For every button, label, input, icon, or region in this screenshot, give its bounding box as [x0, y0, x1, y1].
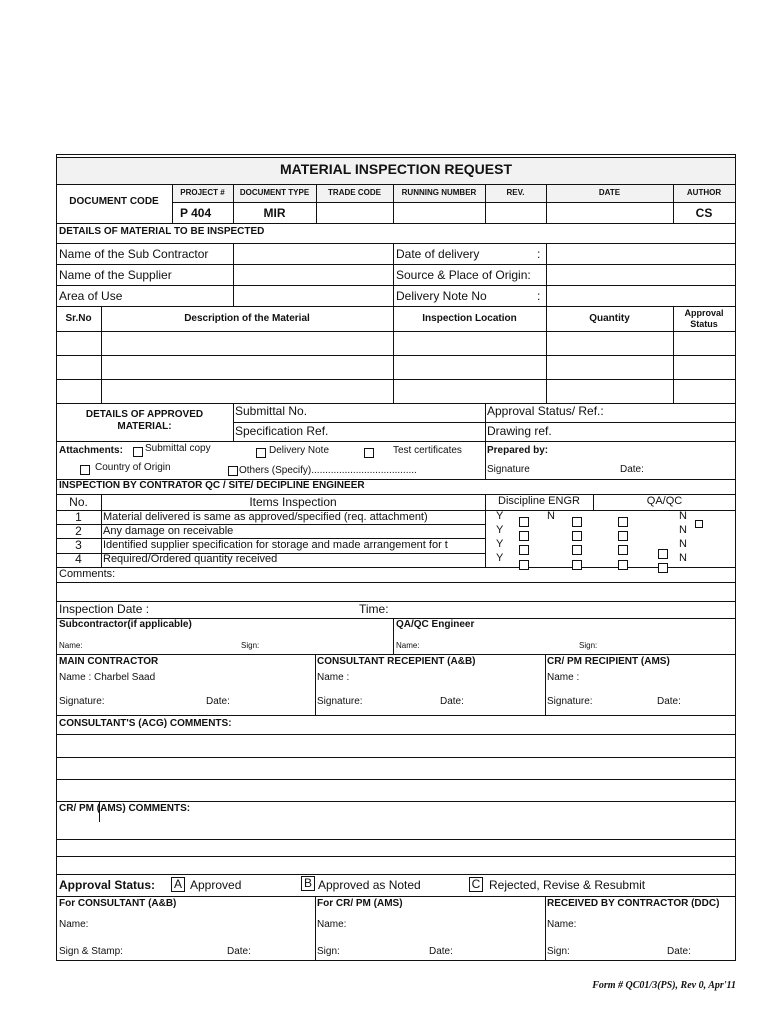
received-by-contractor-label: RECEIVED BY CONTRACTOR (DDC)	[547, 898, 720, 909]
submittal-no-label: Submittal No.	[235, 404, 308, 418]
item2-discipline-yes-box[interactable]	[519, 531, 529, 541]
item4-qaqc-yes-box[interactable]	[618, 560, 628, 570]
country-of-origin-checkbox[interactable]	[80, 465, 90, 475]
specification-ref-label: Specification Ref.	[235, 424, 329, 438]
subcontractor-label: Subcontractor(if applicable)	[59, 619, 192, 630]
approval-b-label: Approved as Noted	[318, 878, 421, 892]
delivery-note-colon: :	[537, 289, 541, 303]
received-by-date: Date:	[667, 946, 691, 957]
for-consultant-label: For CONSULTANT (A&B)	[59, 898, 177, 909]
date-of-delivery-label: Date of delivery	[396, 247, 480, 261]
item3-qaqc-no-box[interactable]	[658, 549, 668, 559]
supplier-label: Name of the Supplier	[59, 268, 172, 282]
prepared-signature-label: Signature	[487, 464, 530, 475]
qaqc-header: QA/QC	[646, 495, 683, 507]
delivery-note-checkbox[interactable]	[256, 448, 266, 458]
source-place-field[interactable]	[547, 265, 735, 285]
attachments-label: Attachments:	[59, 445, 123, 456]
item3-discipline-no-box[interactable]	[572, 545, 582, 555]
approved-material-label-1: DETAILS OF APPROVED	[85, 409, 204, 420]
received-by-sign: Sign:	[547, 946, 570, 957]
area-of-use-label: Area of Use	[59, 289, 123, 303]
item1-qaqc-no-box[interactable]	[695, 520, 703, 528]
col-project: PROJECT #	[180, 188, 225, 197]
item2-discipline-no-box[interactable]	[572, 531, 582, 541]
main-contractor-name: Name : Charbel Saad	[59, 672, 156, 683]
test-certificates-checkbox[interactable]	[364, 448, 374, 458]
consultant-recipient-label: CONSULTANT RECEPIENT (A&B)	[317, 656, 476, 667]
main-contractor-date-label: Date:	[206, 696, 230, 707]
approval-c-label: Rejected, Revise & Resubmit	[489, 878, 646, 892]
qaqc-no-1: N	[679, 510, 687, 522]
prepared-date-label: Date:	[620, 464, 644, 475]
received-by-name: Name:	[547, 919, 577, 930]
approval-status-label: Approval Status:	[59, 878, 156, 892]
delivery-note-field[interactable]	[547, 286, 735, 306]
item-text-3: Identified supplier specification for storage and made arrangement for t	[103, 539, 448, 551]
item4-qaqc-no-box[interactable]	[658, 563, 668, 573]
col-author: AUTHOR	[686, 188, 722, 197]
comments-label: Comments:	[59, 568, 116, 580]
for-cr-pm-sign: Sign:	[317, 946, 340, 957]
approval-c-box[interactable]: C	[469, 877, 483, 892]
doc-type-value[interactable]: MIR	[263, 206, 286, 220]
qaqc-engineer-label: QA/QC Engineer	[396, 619, 475, 630]
test-certificates-label: Test certificates	[393, 445, 462, 456]
form-frame	[56, 154, 736, 962]
others-checkbox[interactable]	[228, 466, 238, 476]
approval-a-box[interactable]: A	[171, 877, 185, 892]
item-no-3: 3	[75, 538, 82, 552]
item3-qaqc-yes-box[interactable]	[618, 545, 628, 555]
discipline-yes-2: Y	[496, 524, 504, 536]
item2-qaqc-yes-box[interactable]	[618, 531, 628, 541]
col-running-number: RUNNING NUMBER	[401, 188, 477, 197]
approval-header-2: Status	[690, 319, 718, 329]
consultant-recipient-name: Name :	[317, 672, 350, 683]
item3-discipline-yes-box[interactable]	[519, 545, 529, 555]
main-contractor-signature-label: Signature:	[59, 696, 105, 707]
delivery-date-colon: :	[537, 247, 541, 261]
for-cr-pm-name: Name:	[317, 919, 347, 930]
sub-contractor-field[interactable]	[234, 244, 392, 264]
consultant-comments-label: CONSULTANT'S (ACG) COMMENTS:	[59, 718, 232, 729]
prepared-by-label: Prepared by:	[487, 445, 549, 456]
items-inspection-header: Items Inspection	[249, 495, 337, 509]
cr-pm-recipient-name: Name :	[547, 672, 580, 683]
item1-discipline-yes-box[interactable]	[519, 517, 529, 527]
others-label: Others (Specify)......................................	[239, 465, 417, 476]
for-consultant-name: Name:	[59, 919, 89, 930]
for-cr-pm-label: For CR/ PM (AMS)	[317, 898, 403, 909]
consultant-recipient-date-label: Date:	[440, 696, 464, 707]
supplier-field[interactable]	[234, 265, 392, 285]
qaqc-sign-label: Sign:	[579, 641, 598, 650]
item-no-4: 4	[75, 552, 82, 566]
area-of-use-field[interactable]	[234, 286, 392, 306]
inspection-section-title: INSPECTION BY CONTRATOR QC / SITE/ DECIPLINE ENGINEER	[59, 480, 365, 491]
quantity-header: Quantity	[589, 313, 630, 324]
col-rev: REV.	[506, 188, 525, 197]
col-doc-type: DOCUMENT TYPE	[239, 188, 310, 197]
qaqc-name-label: Name:	[396, 641, 420, 650]
project-value[interactable]: P 404	[180, 206, 212, 220]
for-consultant-date: Date:	[227, 946, 251, 957]
col-trade-code: TRADE CODE	[328, 188, 381, 197]
item1-qaqc-yes-box[interactable]	[618, 517, 628, 527]
location-header: Inspection Location	[422, 313, 517, 324]
material-details-title: DETAILS OF MATERIAL TO BE INSPECTED	[59, 226, 265, 237]
form-title: MATERIAL INSPECTION REQUEST	[279, 161, 513, 177]
item-text-4: Required/Ordered quantity received	[103, 553, 278, 565]
discipline-yes-1: Y	[496, 510, 504, 522]
submittal-copy-checkbox[interactable]	[133, 447, 143, 457]
delivery-note-label: Delivery Note No	[396, 289, 487, 303]
description-header: Description of the Material	[184, 313, 310, 324]
item4-discipline-yes-box[interactable]	[519, 560, 529, 570]
submittal-copy-label: Submittal copy	[145, 443, 211, 454]
author-value[interactable]: CS	[695, 206, 713, 220]
discipline-yes-3: Y	[496, 538, 504, 550]
qaqc-no-3: N	[679, 538, 687, 550]
approval-a-label: Approved	[190, 878, 242, 892]
sub-contractor-label: Name of the Sub Contractor	[59, 247, 209, 261]
qaqc-no-2: N	[679, 524, 687, 536]
item-text-2: Any damage on receivable	[103, 525, 234, 537]
form-footer: Form # QC01/3(PS), Rev 0, Apr'11	[592, 980, 736, 991]
source-place-label: Source & Place of Origin:	[396, 268, 531, 282]
item-text-1: Material delivered is same as approved/specified (req. attachment)	[103, 511, 428, 523]
approval-header-1: Approval	[684, 308, 724, 318]
discipline-engr-header: Discipline ENGR	[498, 495, 580, 507]
no-header: No.	[69, 495, 88, 509]
item-no-1: 1	[75, 510, 82, 524]
consultant-recipient-signature-label: Signature:	[317, 696, 363, 707]
for-consultant-sign-stamp: Sign & Stamp:	[59, 946, 123, 957]
delivery-note-attach-label: Delivery Note	[269, 445, 330, 456]
drawing-ref-label: Drawing ref.	[487, 424, 552, 438]
inspection-time-label: Time:	[359, 602, 389, 616]
subcontractor-sign-label: Sign:	[241, 641, 260, 650]
item4-discipline-no-box[interactable]	[572, 560, 582, 570]
main-contractor-label: MAIN CONTRACTOR	[59, 656, 159, 667]
sr-no-header: Sr.No	[65, 313, 92, 324]
subcontractor-name-label: Name:	[59, 641, 83, 650]
country-of-origin-label: Country of Origin	[95, 462, 171, 473]
item-no-2: 2	[75, 524, 82, 538]
cr-pm-recipient-label: CR/ PM RECIPIENT (AMS)	[547, 656, 670, 667]
approval-b-box[interactable]: B	[301, 876, 315, 891]
for-cr-pm-date: Date:	[429, 946, 453, 957]
discipline-yes-4: Y	[496, 552, 504, 564]
cr-pm-comments-label: CR/ PM (AMS) COMMENTS:	[59, 803, 191, 814]
approved-material-label-2: MATERIAL:	[117, 421, 172, 432]
approval-status-ref-label: Approval Status/ Ref.:	[487, 404, 604, 418]
document-code-label: DOCUMENT CODE	[69, 196, 159, 207]
cr-pm-date-label: Date:	[657, 696, 681, 707]
qaqc-no-4: N	[679, 552, 687, 564]
cr-pm-signature-label: Signature:	[547, 696, 593, 707]
date-of-delivery-field[interactable]	[547, 244, 735, 264]
item1-discipline-no-box[interactable]	[572, 517, 582, 527]
discipline-no-1: N	[547, 510, 555, 522]
col-date: DATE	[598, 188, 621, 197]
inspection-date-label: Inspection Date :	[59, 602, 150, 616]
